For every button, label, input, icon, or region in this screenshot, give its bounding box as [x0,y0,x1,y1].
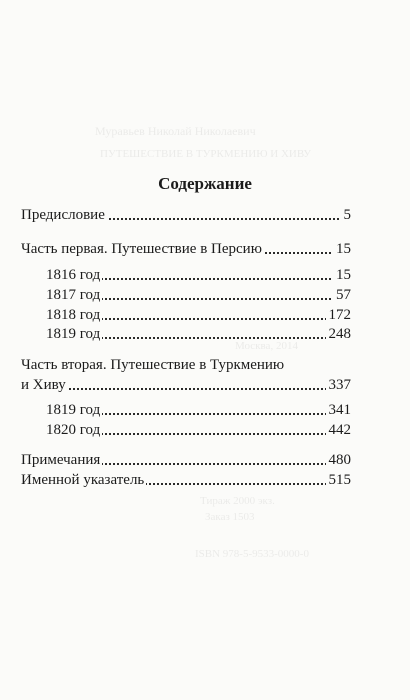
toc-page-number: 57 [333,286,351,305]
toc-entry-1820[interactable] [46,421,351,440]
toc-label-line-one: Часть вторая. Путешествие в Туркмению [21,357,285,373]
toc-label: 1819 год [46,402,101,418]
bleed-through-line: ISBN 978-5-9533-0000-0 [195,548,309,560]
toc-label: 1817 год [46,287,101,303]
toc-entry-index[interactable] [21,471,351,490]
toc-entry-notes[interactable] [21,451,351,470]
toc-label: Примечания [21,452,101,468]
bleed-through-line: Тираж 2000 экз. [200,495,275,507]
toc-label: и Хиву [21,377,66,393]
toc-page-number: 442 [326,421,352,440]
toc-page-number: 480 [326,451,352,470]
toc-entry-part-one[interactable] [21,240,351,259]
toc-page-number: 5 [341,206,352,225]
toc-entry-1817[interactable] [46,286,351,305]
bleed-through-line: Муравьев Николай Николаевич [95,124,256,138]
page-title: Содержание [158,174,252,193]
toc-label: Предисловие [21,207,105,223]
toc-label: 1818 год [46,307,101,323]
dot-leader [21,388,351,390]
toc-label: Часть первая. Путешествие в Персию [21,241,262,257]
toc-page-number: 341 [326,401,352,420]
toc-entry-1816[interactable] [46,266,351,285]
toc-page-number: 337 [326,376,352,395]
toc-entry-part-two-1819[interactable] [46,401,351,420]
toc-label: 1816 год [46,267,101,283]
bleed-through-line: Москва, 2014 [235,340,298,352]
toc-page-number: 515 [326,471,352,490]
toc-entry-part-two[interactable] [21,376,351,395]
bleed-through-line: ПУТЕШЕСТВИЕ В ТУРКМЕНИЮ И ХИВУ [100,148,312,160]
toc-label: Именной указатель [21,472,145,488]
toc-entry-1818[interactable] [46,306,351,325]
toc-label: 1820 год [46,422,101,438]
toc-page-number: 248 [326,325,352,344]
bleed-through-line: Заказ 1503 [205,511,255,523]
toc-page-number: 172 [326,306,352,325]
toc-page-number: 15 [333,240,351,259]
toc-entry-1819[interactable] [46,325,351,344]
toc-entry-preface[interactable] [21,206,351,225]
toc-label: 1819 год [46,326,101,342]
toc-page-number: 15 [333,266,351,285]
